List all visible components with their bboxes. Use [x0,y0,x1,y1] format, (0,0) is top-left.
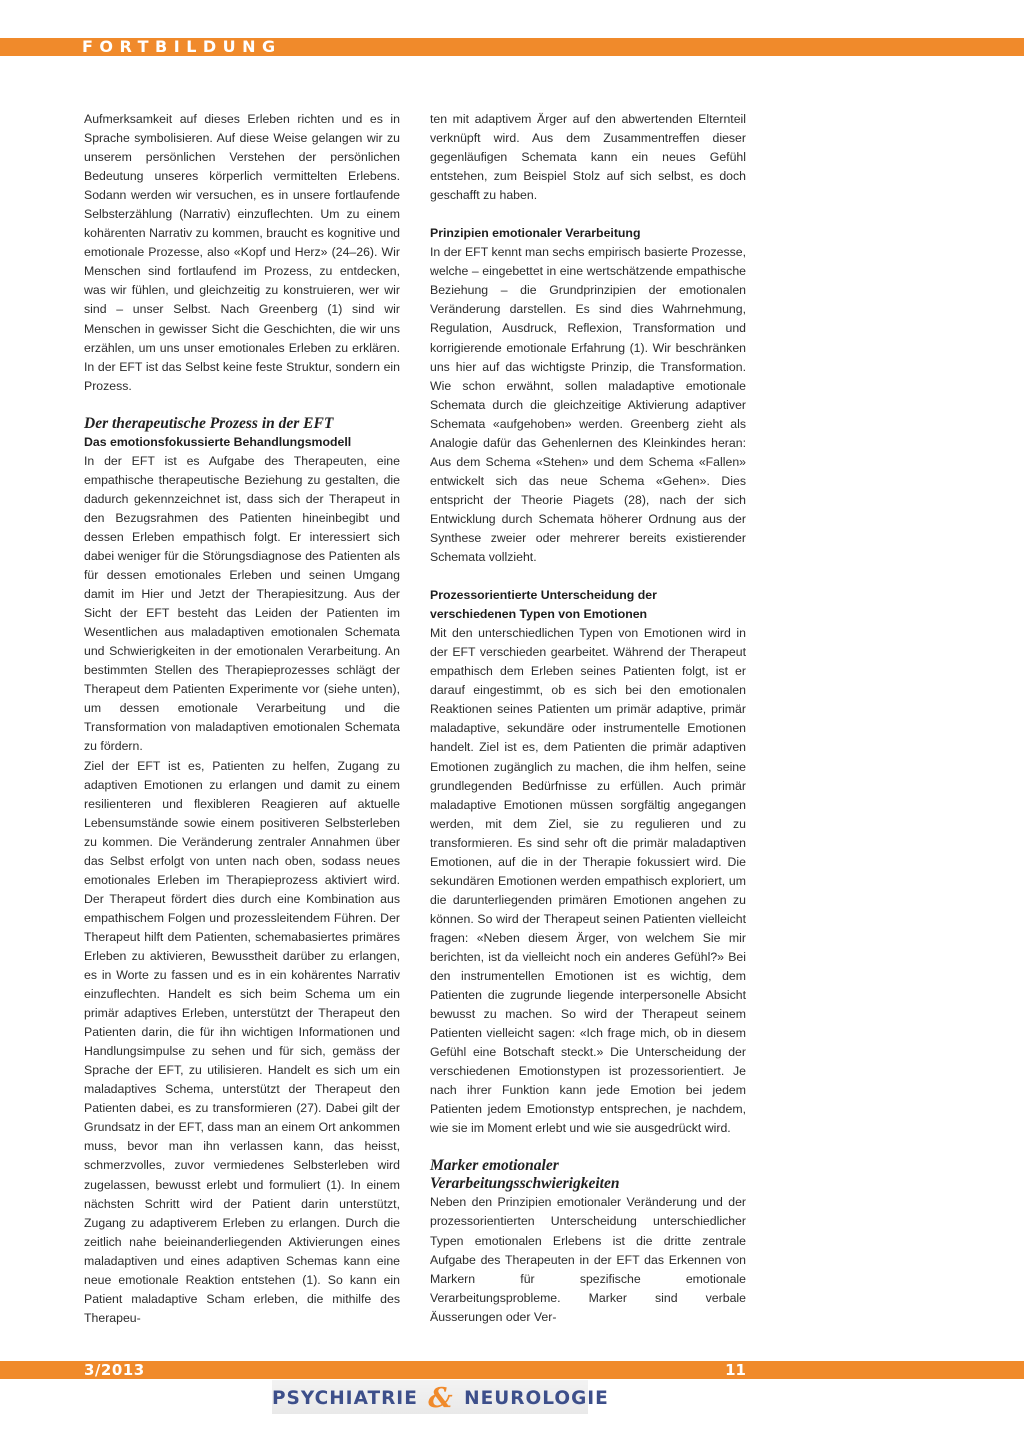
paragraph: Neben den Prinzipien emotionaler Veränderung und der prozessorientierten Unterscheidung unterschiedlicher Typen emotionalen Erlebens ist die dritte zentrale Aufgabe des Therapeuten in der EFT das Erkennen von Markern für spezifische emotionale Verarbeitungsprobleme. Marker sind verbale Äusserungen oder Ver- [430,1195,746,1324]
paragraph: In der EFT kennt man sechs empirisch basierte Prozesse, welche – eingebettet in eine wertschätzende empathische Beziehung – die Grundprinzipien der emotionalen Veränderung darstellen. Es sind dies Wahrnehmung, Regulation, Ausdruck, Reflexion, Transformation und korrigierende emotionale Erfahrung (1). Wir beschränken uns hier auf das wichtigste Prinzip, die Transformation. Wie schon erwähnt, sollen maladaptive emotionale Schemata durch die gleichzeitige Aktivierung adaptiver Schemata «aufgehoben» werden. Greenberg zieht als Analogie dafür das Gehenlernen des Kleinkindes heran: Aus dem Schema «Stehen» und dem Schema «Fallen» entwickelt sich das neue Schema «Gehen». Dies entspricht der Theorie Piagets (28), nach der sich Entwicklung durch Schemata höherer Ordnung aus der Synthese zweier oder mehrerer bereits existierender Schemata vollzieht. [430,245,746,565]
subsection-heading: Das emotionsfokussierte Behandlungsmodell [84,434,352,449]
journal-logo [272,1380,609,1414]
paragraph: Ziel der EFT ist es, Patienten zu helfen, Zugang zu adaptiven Emotionen zu erlangen und damit zu einem resilienteren und flexibleren Reagieren auf aktuelle Lebensumstände sowie einem positiveren Selbsterleben zu kommen. Die Veränderung zentraler Annahmen über das Selbst erfolgt von unten nach oben, sodass neues emotionales Erleben im Therapieprozess aktiviert wird. Der Therapeut fördert dies durch eine Kombination aus empathischem Folgen und prozessleitendem Führen. Der Therapeut hilft dem Patienten, schemabasiertes primäres Erleben zu aktivieren, Bewusstheit darüber zu erlangen, es in Worte zu fassen und es in ein kohärentes Narrativ einzuflechten. Handelt es sich beim Schema um ein primär adaptives Erleben, unterstützt der Therapeut den Patienten darin, die für ihn wichtigen Informationen und Handlungsimpulse zu sehen und für sich, gemäss der Sprache der EFT, zu utilisieren. Handelt es sich um ein maladaptives Schema, unterstützt der Therapeut den Patienten dabei, es zu transformieren (27). Dabei gilt der Grundsatz in der EFT, dass man an einem Ort ankommen muss, bevor man ihn verlassen kann, das heisst, schmerzvolles, zuvor vermiedenes Selbsterleben wird zugelassen, bewusst erlebt und formuliert (1). In einem nächsten Schritt wird der Patient darin unterstützt, Zugang zu adaptiverem Erleben zu erlangen. Durch die zeitlich nahe beieinanderliegenden Aktivierungen eines maladaptiven und eines adaptiven Schemas kann eine neue emotionale Reaktion entstehen (1). So kann ein Patient maladaptive Scham erleben, die mithilfe des Therapeu- [84,758,400,1325]
paragraph: In der EFT ist es Aufgabe des Therapeuten, eine empathische therapeutische Beziehung zu gestalten, die dadurch gekennzeichnet ist, dass sich der Therapeut in den Bezugsrahmen des Patienten hineinbegibt und dessen Erleben empathisch folgt. Er interessiert sich dabei weniger für die Störungsdiagnose des Patienten als für dessen emotionales Erleben und seinen Umgang damit im Hier und Jetzt der Therapiesitzung. Aus der Sicht der EFT besteht das Leiden der Patienten im Wesentlichen aus maladaptiven emotionalen Schemata und Schwierigkeiten in der emotionalen Verarbeitung. An bestimmten Stellen des Therapieprozesses schlägt der Therapeut dem Patienten Experimente vor (siehe unten), um dessen emotionale Verarbeitung und die Transformation von maladaptiven emotionalen Schemata zu fördern. [84,453,400,754]
paragraph: Aufmerksamkeit auf dieses Erleben richten und es in Sprache symbolisieren. Auf diese Weise gelangen wir zu unserem persönlichen Verstehen der persönlichen Bedeutung unseres körperlich vermittelten Erlebens. Sodann werden wir versuchen, es in unsere fortlaufende Selbsterzählung (Narrativ) einzuflechten. Um zu einem kohärenten Narrativ zu kommen, braucht es kognitive und emotionale Prozesse, also «Kopf und Herz» (24–26). Wir Menschen sind fortlaufend im Prozess, zu entdecken, was wir fühlen, und gleichzeitig zu konstruieren, wer wir sind – unser Selbst. Nach Greenberg (1) sind wir Menschen in gewisser Sicht die Geschichten, die wir uns erzählen, um uns unser emotionales Erleben zu erklären. In der EFT ist das Selbst keine feste Struktur, sondern ein Prozess. [84,112,400,393]
footer-bar [0,1361,1024,1379]
paragraph: ten mit adaptivem Ärger auf den abwertenden Elternteil verknüpft wird. Aus dem Zusammentreffen dieser gegenläufigen Schemata kann ein neues Gefühl entstehen, zum Beispiel Stolz auf sich selbst, es doch geschafft zu haben. [430,112,746,203]
section-label: FORTBILDUNG [82,37,282,56]
subsection-heading: Prozessorientierte Unterscheidung der verschiedenen Typen von Emotionen [430,588,657,622]
section-heading: Marker emotionaler Verarbeitungsschwierigkeiten [430,1157,620,1193]
section-heading: Der therapeutische Prozess in der EFT [84,414,334,432]
journal-name-left: PSYCHIATRIE [272,1388,418,1409]
paragraph: Mit den unterschiedlichen Typen von Emotionen wird in der EFT verschieden gearbeitet. Während der Therapeut empathisch dem Erleben seines Patienten folgt, ist er darauf eingestimmt, ob es sich bei den emotionalen Reaktionen seines Patienten um primär adaptive, primär maladaptive, sekundäre oder instrumentelle Emotionen handelt. Ziel ist es, dem Patienten die primär adaptiven Emotionen zugänglich zu machen, die ihm helfen, seine grundlegenden Bedürfnisse zu erfüllen. Auch primär maladaptive Emotionen müssen sorgfältig angegangen werden, mit dem Ziel, sie zu regulieren und zu transformieren. Es sind sehr oft die primär maladaptiven Emotionen, auf die in der Therapie fokussiert wird. Die sekundären Emotionen werden empathisch exploriert, um die darunterliegenden primären Emotionen angehen zu können. So wird der Therapeut seinen Patienten vielleicht fragen: «Neben diesem Ärger, von welchem Sie mir berichten, ist da vielleicht noch ein anderes Gefühl?» Bei den instrumentellen Emotionen ist es wichtig, dem Patienten die zugrunde liegende interpersonelle Absicht bewusst zu machen. So wird der Therapeut seinem Patienten vielleicht sagen: «Ich frage mich, ob in diesem Gefühl eine Botschaft steckt.» Die Unterscheidung der verschiedenen Emotionstypen ist prozessorientiert. Je nach ihrer Funktion kann jede Emotion bei jedem Patienten jedem Emotionstyp entsprechen, je nachdem, wie sie im Moment erlebt und wie sie ausgedrückt wird. [430,626,746,1136]
page-number: 11 [725,1361,746,1379]
subsection-heading: Prinzipien emotionaler Verarbeitung [430,226,641,241]
left-column [84,110,400,1328]
issue-number: 3/2013 [84,1361,145,1379]
right-column [430,110,746,1327]
ampersand: & [428,1383,454,1414]
journal-name-right: NEUROLOGIE [464,1388,609,1409]
